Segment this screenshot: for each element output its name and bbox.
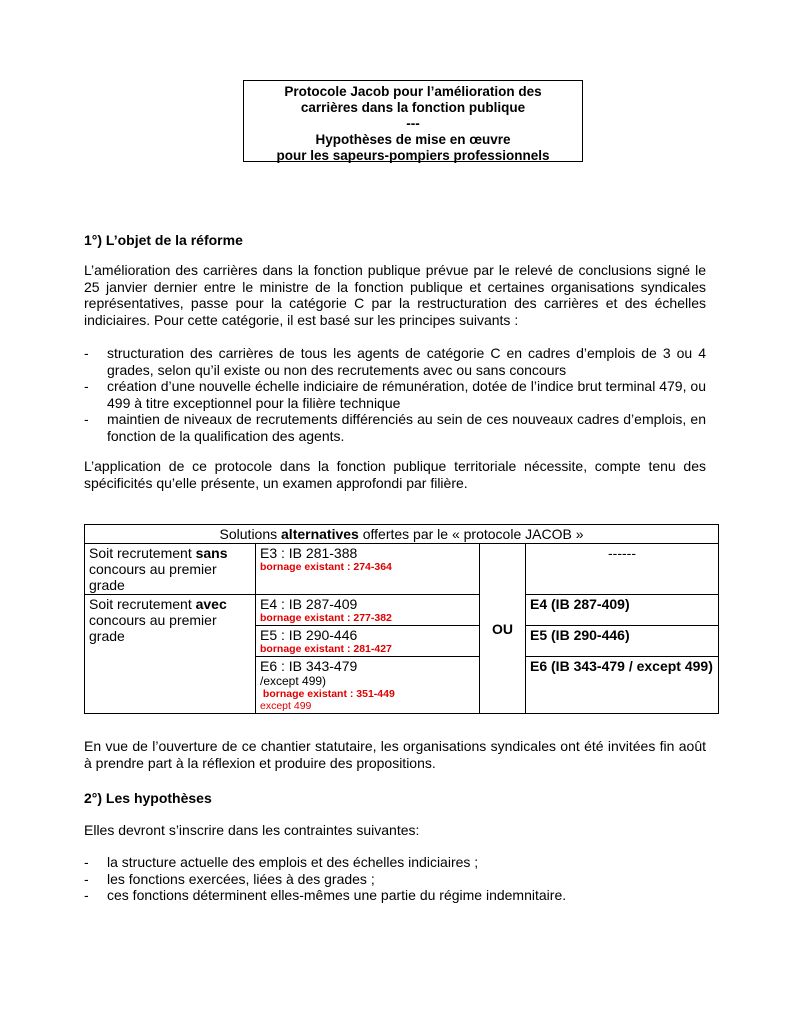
title-line-4: Hypothèses de mise en œuvre [315,132,511,147]
cell-e4 [256,595,480,626]
row-label-post: concours au premier grade [89,612,217,644]
list-item-text: structuration des carrières de tous les agents de catégorie C en cadres d’emplois de 3 ou 4 grades, selon qu’il existe ou non des recrutements avec ou sans concours [107,345,706,378]
e4-bornage: bornage existant : 277-382 [260,612,392,624]
row-label-pre: Soit recrutement [89,596,196,612]
e6-except-2: except 499 [260,700,312,712]
table-header-post: offertes par le « protocole JACOB » [358,526,584,542]
section-1-paragraph-2: L’application de ce protocole dans la fonction publique territoriale nécessite, compte tenu des spécificités qu’elle présente, un examen approfondi par filière. [84,458,706,491]
section-1-paragraph-1: L’amélioration des carrières dans la fonction publique prévue par le relevé de conclusions signé le 25 janvier dernier entre le ministre de la fonction publique et certaines organisations syndicales représentatives, passe pour la catégorie C par la restructuration des carrières et des échelles indiciaires. Pour cette catégorie, il est basé sur les principes suivants : [84,262,706,328]
cell-e3 [256,544,480,595]
list-item: - ces fonctions déterminent elles-mêmes une partie du régime indemnitaire. [84,887,567,903]
row-label-post: concours au premier grade [89,561,217,593]
solutions-table [84,524,719,714]
row-label-bold: sans [195,545,228,561]
ou-cell: OU [480,544,526,714]
e3-bornage: bornage existant : 274-364 [260,561,392,573]
row-label-pre: Soit recrutement [89,545,196,561]
e6-value: E6 : IB 343-479 [260,658,358,674]
list-item-text: maintien de niveaux de recrutements différenciés au sein de ces nouveaux cadres d’emplois, en fonction de la qualification des agents. [107,411,706,444]
list-item: - les fonctions exercées, liées à des grades ; [84,870,375,887]
alt-e4: E4 (IB 287-409) [526,595,719,626]
e5-value: E5 : IB 290-446 [260,627,358,643]
e3-value: E3 : IB 281-388 [260,545,358,561]
section-2-intro: Elles devront s’inscrire dans les contraintes suivantes: [84,822,420,838]
section-2-heading: 2°) Les hypothèses [84,790,212,806]
row-label-sans-concours [85,544,256,595]
list-item-text: ces fonctions déterminent elles-mêmes une partie du régime indemnitaire. [107,887,567,903]
table-row [85,595,719,626]
list-item: - création d’une nouvelle échelle indiciaire de rémunération, dotée de l’indice brut terminal 479, ou 499 à titre exceptionnel pour la filière technique [84,378,706,411]
alt-e5: E5 (IB 290-446) [526,626,719,657]
title-line-1: Protocole Jacob pour l’amélioration des [284,84,542,99]
table-header-bold: alternatives [281,526,359,542]
cell-e6 [256,657,480,714]
table-header [85,525,719,544]
cell-e5 [256,626,480,657]
table-header-pre: Solutions [219,526,282,542]
alt-e6: E6 (IB 343-479 / except 499) [526,657,719,714]
title-separator: --- [406,116,420,131]
e4-value: E4 : IB 287-409 [260,596,358,612]
row-label-bold: avec [195,596,227,612]
list-item-text: les fonctions exercées, liées à des grades ; [107,870,375,887]
list-item: - structuration des carrières de tous les agents de catégorie C en cadres d’emplois de 3 ou 4 grades, selon qu’il existe ou non des recrutements avec ou sans concours [84,345,706,378]
e6-except: /except 499) [260,674,327,688]
alt-none: ------ [526,544,719,595]
e6-bornage: bornage existant : 351-449 [260,688,395,700]
title-line-5: pour les sapeurs-pompiers professionnels [276,148,550,163]
e5-bornage: bornage existant : 281-427 [260,643,392,655]
table-header-row [85,525,719,544]
table-row [85,544,719,595]
list-item: - maintien de niveaux de recrutements différenciés au sein de ces nouveaux cadres d’emplois, en fonction de la qualification des agents. [84,411,706,444]
list-item: - la structure actuelle des emplois et des échelles indiciaires ; [84,854,479,870]
title-line-2: carrières dans la fonction publique [300,100,526,115]
section-1-heading: 1°) L’objet de la réforme [84,232,243,248]
section-1-bullet-list [84,345,706,444]
row-label-avec-concours [85,595,256,714]
list-item-text: création d’une nouvelle échelle indiciaire de rémunération, dotée de l’indice brut terminal 479, ou 499 à titre exceptionnel pour la filière technique [107,378,706,411]
document-title-box [243,80,583,162]
section-2-bullet-list [84,854,706,904]
paragraph-3: En vue de l’ouverture de ce chantier statutaire, les organisations syndicales ont été invitées fin août à prendre part à la réflexion et produire des propositions. [84,738,706,771]
list-item-text: la structure actuelle des emplois et des échelles indiciaires ; [107,854,479,870]
